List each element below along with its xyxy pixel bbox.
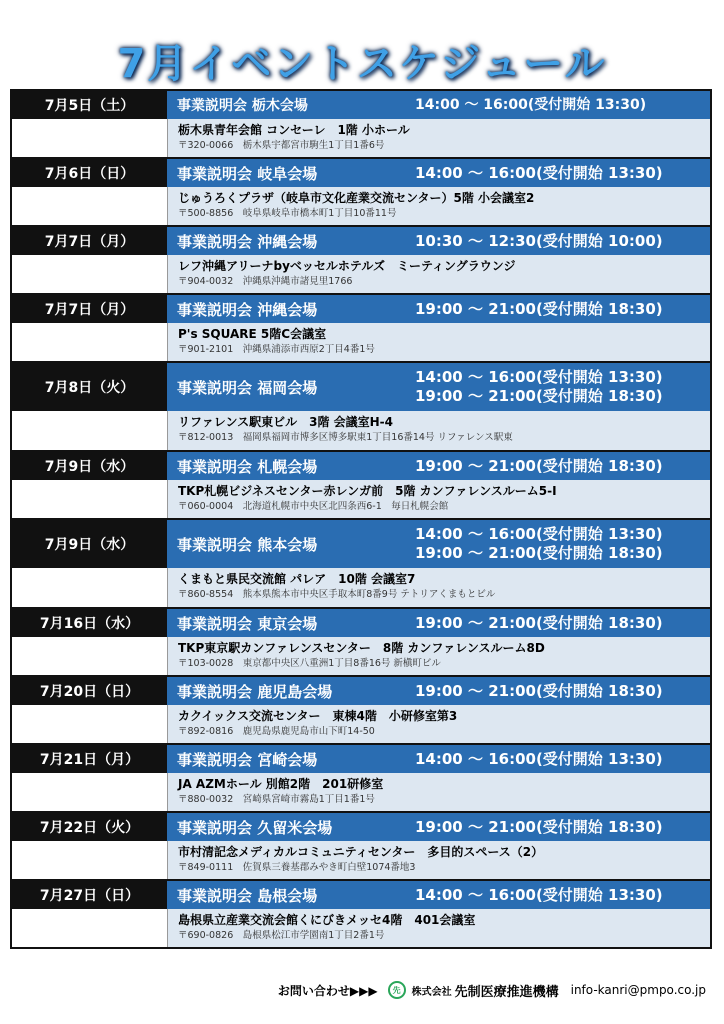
venue-address: 〒103-0028 東京都中央区八重洲1丁目8番16号 新槇町ビル bbox=[178, 658, 441, 669]
venue-place: TKP札幌ビジネスセンター赤レンガ前 5階 カンファレンスルーム5-I bbox=[178, 484, 557, 498]
venue-address: 〒500-8856 岐阜県岐阜市橋本町1丁目10番11号 bbox=[178, 208, 397, 219]
venue-address: 〒880-0032 宮崎県宮崎市霧島1丁目1番1号 bbox=[178, 794, 375, 805]
venue-place: JA AZMホール 別館2階 201研修室 bbox=[178, 777, 384, 791]
venue-address: 〒320-0066 栃木県宇都宮市駒生1丁目1番6号 bbox=[178, 140, 385, 151]
event-title-bar bbox=[167, 677, 710, 705]
event-time: 14:00 ～ 16:00(受付開始 13:30) bbox=[415, 885, 663, 904]
event-detail bbox=[12, 637, 710, 675]
venue-address: 〒060-0004 北海道札幌市中央区北四条西6-1 毎日札幌会館 bbox=[178, 501, 449, 512]
venue-info bbox=[168, 909, 710, 947]
blank-cell bbox=[12, 255, 168, 293]
event-venue: 事業説明会 宮崎会場 bbox=[177, 750, 318, 769]
event-times bbox=[415, 886, 663, 905]
event-title-bar bbox=[167, 881, 710, 909]
event-header bbox=[12, 227, 710, 255]
blank-cell bbox=[12, 637, 168, 675]
event-date: 7月8日（火） bbox=[12, 363, 167, 411]
contact-email[interactable]: info-kanri@pmpo.co.jp bbox=[570, 983, 706, 997]
event-detail bbox=[12, 255, 710, 293]
event-block bbox=[12, 159, 710, 227]
event-block bbox=[12, 813, 710, 881]
company-name: 先制医療推進機構 bbox=[454, 984, 559, 1000]
venue-info bbox=[168, 255, 710, 293]
blank-cell bbox=[12, 773, 168, 811]
event-detail bbox=[12, 480, 710, 518]
event-date: 7月9日（水） bbox=[12, 520, 167, 568]
event-venue: 事業説明会 栃木会場 bbox=[177, 98, 308, 114]
event-header bbox=[12, 813, 710, 841]
event-venue: 事業説明会 沖縄会場 bbox=[177, 232, 318, 251]
event-venue: 事業説明会 福岡会場 bbox=[177, 378, 318, 397]
event-detail bbox=[12, 705, 710, 743]
event-venue: 事業説明会 鹿児島会場 bbox=[177, 682, 333, 701]
blank-cell bbox=[12, 568, 168, 607]
event-title-bar bbox=[167, 520, 710, 568]
venue-address: 〒849-0111 佐賀県三養基郡みやき町白壁1074番地3 bbox=[178, 862, 416, 873]
page-title: 7月イベントスケジュール bbox=[117, 41, 607, 87]
event-title-bar bbox=[167, 295, 710, 323]
blank-cell bbox=[12, 187, 168, 225]
event-time: 14:00 ～ 16:00(受付開始 13:30) bbox=[415, 749, 663, 768]
event-block bbox=[12, 363, 710, 452]
venue-info bbox=[168, 637, 710, 675]
event-detail bbox=[12, 323, 710, 361]
event-venue: 事業説明会 岐阜会場 bbox=[177, 164, 318, 183]
venue-place: カクイックス交流センター 東棟4階 小研修室第3 bbox=[178, 709, 458, 723]
venue-info bbox=[168, 480, 710, 518]
event-header bbox=[12, 745, 710, 773]
event-time: 19:00 ～ 21:00(受付開始 18:30) bbox=[415, 544, 663, 562]
event-times bbox=[415, 368, 663, 406]
event-venue: 事業説明会 久留米会場 bbox=[177, 818, 333, 837]
venue-place: 市村清記念メディカルコミュニティセンター 多目的スペース（2） bbox=[178, 845, 544, 859]
event-header bbox=[12, 881, 710, 909]
venue-info bbox=[168, 568, 710, 607]
event-header bbox=[12, 363, 710, 411]
event-times bbox=[415, 164, 663, 183]
event-block bbox=[12, 91, 710, 159]
event-time: 10:30 ～ 12:30(受付開始 10:00) bbox=[415, 231, 663, 250]
footer bbox=[0, 978, 724, 1002]
event-detail bbox=[12, 187, 710, 225]
event-date: 7月7日（月） bbox=[12, 295, 167, 323]
blank-cell bbox=[12, 323, 168, 361]
event-title-bar bbox=[167, 813, 710, 841]
event-date: 7月27日（日） bbox=[12, 881, 167, 909]
event-title-bar bbox=[167, 227, 710, 255]
venue-address: 〒812-0013 福岡県福岡市博多区博多駅東1丁目16番14号 リファレンス駅東 bbox=[178, 432, 513, 443]
venue-info bbox=[168, 411, 710, 450]
event-time: 19:00 ～ 21:00(受付開始 18:30) bbox=[415, 456, 663, 475]
event-header bbox=[12, 295, 710, 323]
event-time: 19:00 ～ 21:00(受付開始 18:30) bbox=[415, 613, 663, 632]
event-time: 19:00 ～ 21:00(受付開始 18:30) bbox=[415, 681, 663, 700]
venue-place: 島根県立産業交流会館くにびきメッセ4階 401会議室 bbox=[178, 913, 476, 927]
event-times bbox=[415, 457, 663, 476]
venue-address: 〒690-0826 島根県松江市学園南1丁目2番1号 bbox=[178, 930, 385, 941]
venue-place: レフ沖縄アリーナbyベッセルホテルズ ミーティングラウンジ bbox=[178, 259, 516, 273]
event-times bbox=[415, 818, 663, 837]
event-detail bbox=[12, 568, 710, 607]
event-date: 7月7日（月） bbox=[12, 227, 167, 255]
event-venue: 事業説明会 東京会場 bbox=[177, 614, 318, 633]
event-times bbox=[415, 525, 663, 563]
event-detail bbox=[12, 841, 710, 879]
event-block bbox=[12, 227, 710, 295]
event-venue: 事業説明会 沖縄会場 bbox=[177, 300, 318, 319]
event-time: 14:00 ～ 16:00(受付開始 13:30) bbox=[415, 163, 663, 182]
event-times bbox=[415, 232, 663, 251]
event-times bbox=[415, 614, 663, 633]
venue-info bbox=[168, 841, 710, 879]
event-block bbox=[12, 452, 710, 520]
event-block bbox=[12, 295, 710, 363]
event-title-bar bbox=[167, 363, 710, 411]
event-venue: 事業説明会 熊本会場 bbox=[177, 535, 318, 554]
event-detail bbox=[12, 773, 710, 811]
event-time: 19:00 ～ 21:00(受付開始 18:30) bbox=[415, 387, 663, 405]
event-header bbox=[12, 159, 710, 187]
blank-cell bbox=[12, 411, 168, 450]
venue-address: 〒892-0816 鹿児島県鹿児島市山下町14-50 bbox=[178, 726, 375, 737]
event-header bbox=[12, 91, 710, 119]
venue-place: 栃木県青年会館 コンセーレ 1階 小ホール bbox=[178, 123, 410, 137]
blank-cell bbox=[12, 909, 168, 947]
event-title-bar bbox=[167, 745, 710, 773]
venue-info bbox=[168, 119, 710, 157]
company-logo-icon: 先 bbox=[388, 981, 406, 999]
venue-info bbox=[168, 187, 710, 225]
event-date: 7月22日（火） bbox=[12, 813, 167, 841]
event-date: 7月6日（日） bbox=[12, 159, 167, 187]
event-times bbox=[415, 750, 663, 769]
event-header bbox=[12, 677, 710, 705]
event-title-bar bbox=[167, 159, 710, 187]
venue-place: TKP東京駅カンファレンスセンター 8階 カンファレンスルーム8D bbox=[178, 641, 545, 655]
event-detail bbox=[12, 909, 710, 947]
event-times bbox=[415, 682, 663, 701]
venue-place: じゅうろくプラザ（岐阜市文化産業交流センター）5階 小会議室2 bbox=[178, 191, 535, 205]
event-header bbox=[12, 520, 710, 568]
event-time: 19:00 ～ 21:00(受付開始 18:30) bbox=[415, 299, 663, 318]
venue-info bbox=[168, 773, 710, 811]
event-block bbox=[12, 520, 710, 609]
venue-address: 〒904-0032 沖縄県沖縄市諸見里1766 bbox=[178, 276, 353, 287]
event-date: 7月20日（日） bbox=[12, 677, 167, 705]
event-date: 7月9日（水） bbox=[12, 452, 167, 480]
event-header bbox=[12, 609, 710, 637]
venue-place: P's SQUARE 5階C会議室 bbox=[178, 327, 327, 341]
venue-info bbox=[168, 705, 710, 743]
event-block bbox=[12, 677, 710, 745]
event-time: 19:00 ～ 21:00(受付開始 18:30) bbox=[415, 817, 663, 836]
event-date: 7月21日（月） bbox=[12, 745, 167, 773]
event-block bbox=[12, 609, 710, 677]
venue-address: 〒860-8554 熊本県熊本市中央区手取本町8番9号 テトリアくまもとビル bbox=[178, 589, 496, 600]
event-date: 7月5日（土） bbox=[12, 91, 167, 119]
venue-place: くまもと県民交流館 パレア 10階 会議室7 bbox=[178, 572, 416, 586]
event-time: 14:00 ～ 16:00(受付開始 13:30) bbox=[415, 525, 663, 543]
event-block bbox=[12, 745, 710, 813]
event-block bbox=[12, 881, 710, 947]
blank-cell bbox=[12, 841, 168, 879]
contact-label: お問い合わせ▶▶▶ bbox=[277, 983, 378, 998]
event-header bbox=[12, 452, 710, 480]
venue-place: リファレンス駅東ビル 3階 会議室H-4 bbox=[178, 415, 394, 429]
venue-address: 〒901-2101 沖縄県浦添市西原2丁目4番1号 bbox=[178, 344, 375, 355]
event-title-bar bbox=[167, 609, 710, 637]
event-detail bbox=[12, 119, 710, 157]
event-venue: 事業説明会 島根会場 bbox=[177, 886, 318, 905]
event-time: 14:00 ～ 16:00(受付開始 13:30) bbox=[415, 96, 647, 113]
company-prefix: 株式会社 bbox=[411, 986, 452, 998]
venue-info bbox=[168, 323, 710, 361]
blank-cell bbox=[12, 705, 168, 743]
event-detail bbox=[12, 411, 710, 450]
event-time: 14:00 ～ 16:00(受付開始 13:30) bbox=[415, 368, 663, 386]
schedule-table bbox=[10, 89, 712, 949]
event-times bbox=[415, 96, 646, 115]
event-title-bar bbox=[167, 452, 710, 480]
event-title-bar bbox=[167, 91, 710, 119]
blank-cell bbox=[12, 480, 168, 518]
event-times bbox=[415, 300, 663, 319]
event-date: 7月16日（水） bbox=[12, 609, 167, 637]
blank-cell bbox=[12, 119, 168, 157]
event-venue: 事業説明会 札幌会場 bbox=[177, 457, 318, 476]
